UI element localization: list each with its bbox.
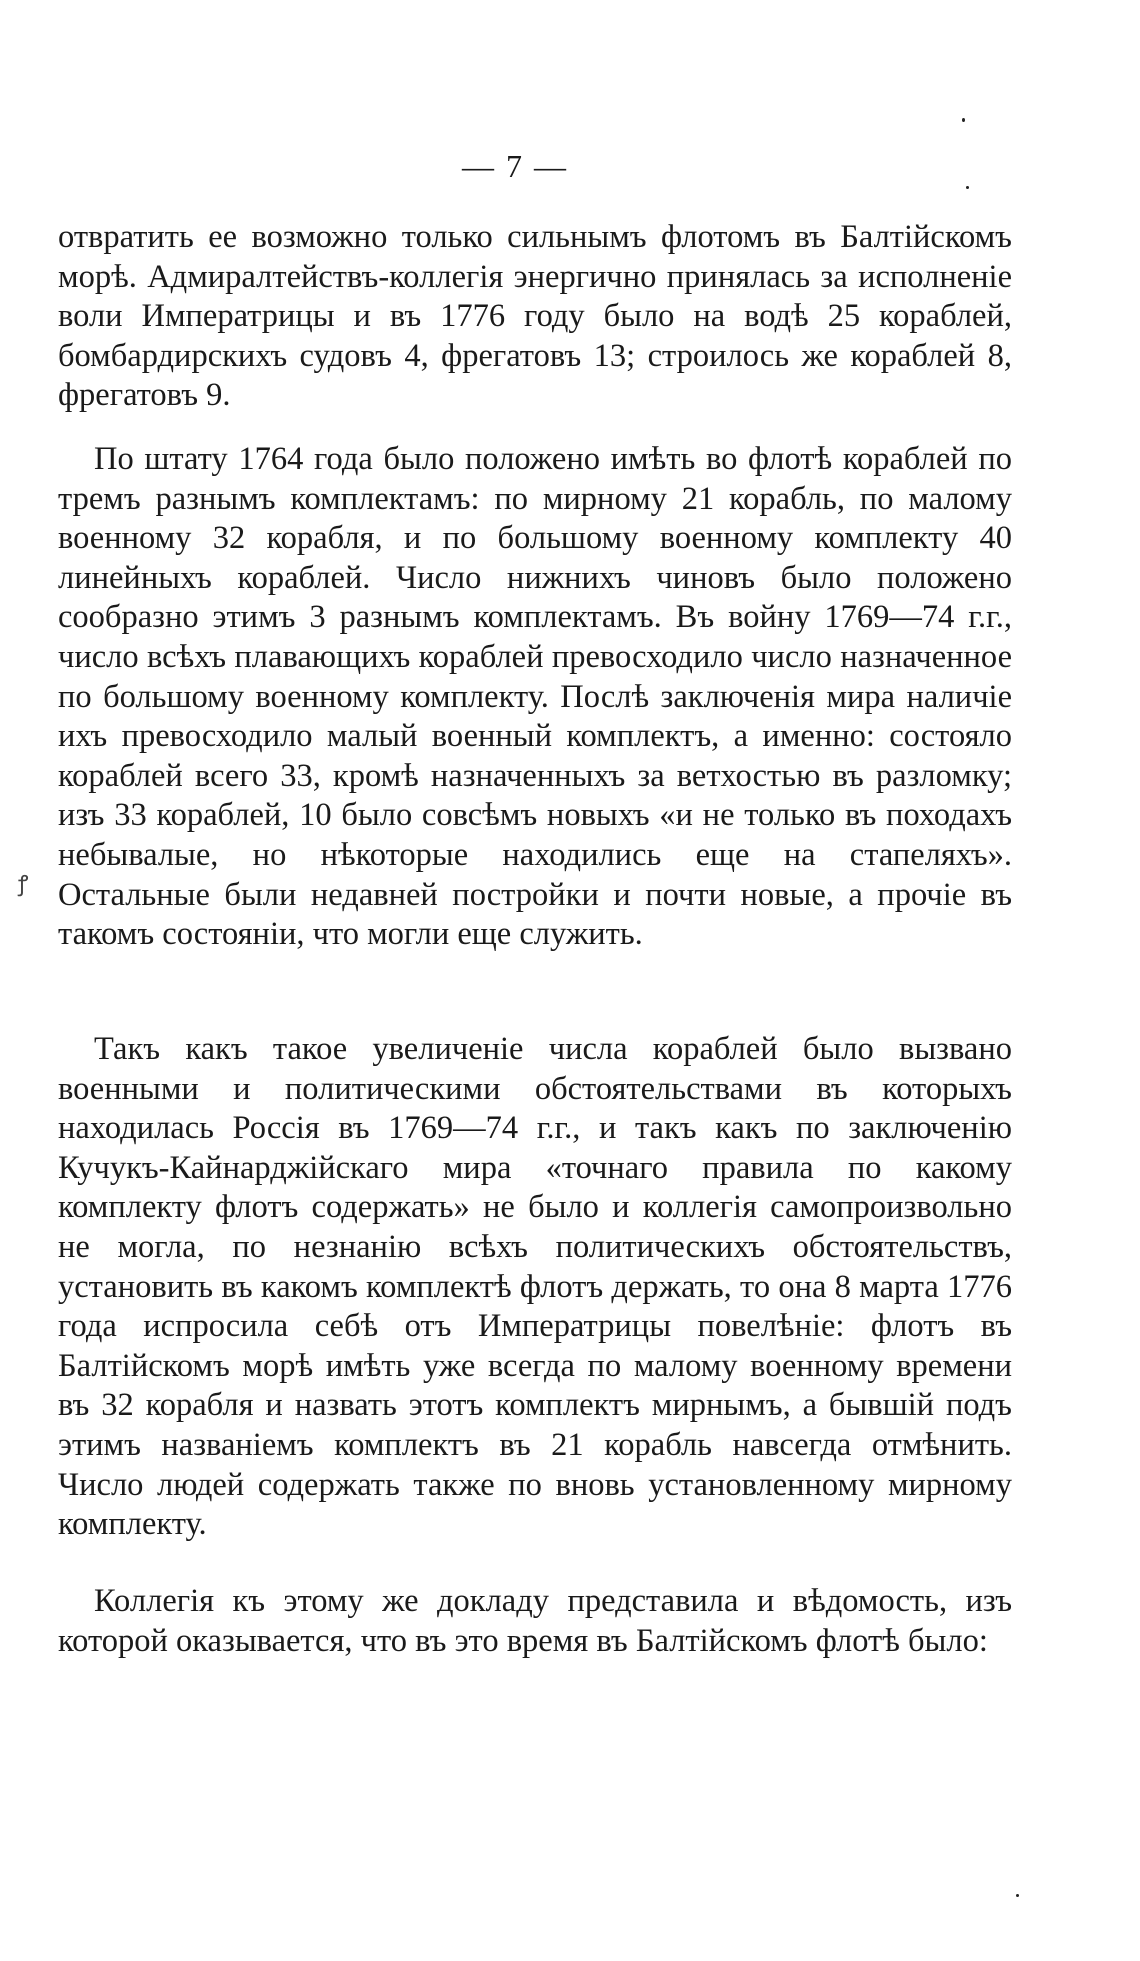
ink-speck (1016, 1894, 1019, 1897)
margin-mark: ꝭ (18, 872, 29, 897)
text-block-1 (58, 218, 1012, 430)
paragraph-1: отвратить ее возможно только сильнымъ флотомъ въ Балтійскомъ морѣ. Адмиралтействъ-коллегія энергично принялась за исполненіе воли Императрицы и въ 1776 году было на водѣ 25 кораблей, бомбардирскихъ судовъ 4, фрегатовъ 13; строилось же кораблей 8, фрегатовъ 9. (58, 219, 1012, 414)
page-number: — 7 — (462, 148, 568, 184)
ink-speck (966, 186, 969, 189)
text-block-4 (58, 1582, 1012, 1675)
text-block-2 (58, 440, 1012, 969)
paragraph-3: Такъ какъ такое увеличеніе числа кораблей было вызвано военными и политическими обстоятельствами въ которыхъ находилась Россія въ 1769—74 г.г., и такъ какъ по заключенію Кучукъ-Кайнарджійскаго мира «точнаго правила по какому комплекту флотъ содержать» не было и коллегія самопроизвольно не могла, по незнанію всѣхъ политическихъ обстоятельствъ, установить въ какомъ комплектѣ флотъ держать, то она 8 марта 1776 года испросила себѣ отъ Императрицы повелѣніе: флотъ въ Балтійскомъ морѣ имѣть уже всегда по малому военному времени въ 32 корабля и назвать этотъ комплектъ мирнымъ, а бывшій подъ этимъ названіемъ комплектъ въ 21 корабль навсегда отмѣнить. Число людей содержать также по вновь установленному мирному комплекту. (58, 1031, 1012, 1543)
text-block-3 (58, 1030, 1012, 1559)
paragraph-2: По штату 1764 года было положено имѣть во флотѣ кораблей по тремъ разнымъ комплектамъ: по мирному 21 корабль, по малому военному 32 корабля, и по большому военному комплекту 40 линейныхъ кораблей. Число нижнихъ чиновъ было положено сообразно этимъ 3 разнымъ комплектамъ. Въ войну 1769—74 г.г., число всѣхъ плавающихъ кораблей превосходило число назначенное по большому военному комплекту. Послѣ заключенія мира наличіе ихъ превосходило малый военный комплектъ, а именно: состояло кораблей всего 33, кромѣ назначенныхъ за ветхостью въ разломку; изъ 33 кораблей, 10 было совсѣмъ новыхъ «и не только въ походахъ небывалые, но нѣкоторые находились еще на стапеляхъ». Остальные были недавней постройки и почти новые, а прочіе въ такомъ состояніи, что могли еще служить. (58, 441, 1012, 953)
ink-speck (962, 118, 965, 122)
paragraph-4: Коллегія къ этому же докладу представила и вѣдомость, изъ которой оказывается, что въ это время въ Балтійскомъ флотѣ было: (58, 1583, 1012, 1659)
